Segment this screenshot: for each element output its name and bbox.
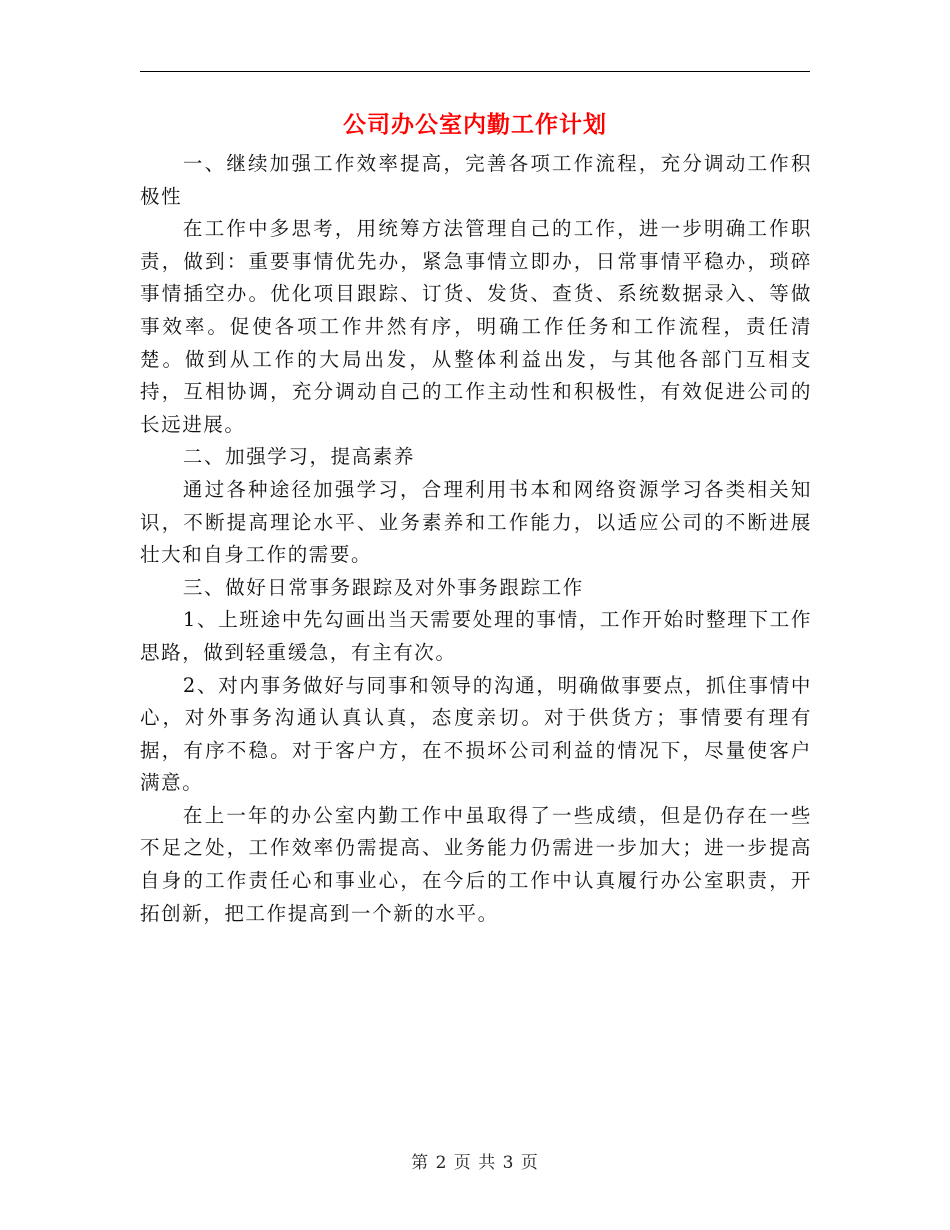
page-footer — [0, 1148, 950, 1173]
closing-paragraph: 在上一年的办公室内勤工作中虽取得了一些成绩，但是仍存在一些不足之处，工作效率仍需提高、业务能力仍需进一步加大；进一步提高自身的工作责任心和事业心，在今后的工作中认真履行办公室职责，开拓创新，把工作提高到一个新的水平。 — [140, 803, 812, 925]
body-paragraph-2: 通过各种途径加强学习，合理利用书本和网络资源学习各类相关知识，不断提高理论水平、业务素养和工作能力，以适应公司的不断进展壮大和自身工作的需要。 — [140, 477, 812, 567]
document-body — [140, 148, 812, 930]
page-label-suffix: 页 — [520, 1153, 539, 1173]
total-pages-number: 3 — [502, 1153, 515, 1173]
section-heading-3: 三、做好日常事务跟踪及对外事务跟踪工作 — [182, 575, 584, 599]
page-label-prefix: 第 — [411, 1153, 430, 1173]
header-rule — [140, 71, 810, 72]
list-item-1: 1、上班途中先勾画出当天需要处理的事情，工作开始时整理下工作思路，做到轻重缓急，有主有次。 — [140, 608, 812, 664]
page-label-mid: 页 共 — [453, 1153, 497, 1173]
section-heading-1: 一、继续加强工作效率提高，完善各项工作流程，充分调动工作积极性 — [140, 152, 812, 208]
document-title: 公司办公室内勤工作计划 — [343, 112, 607, 138]
section-heading-2: 二、加强学习，提高素养 — [182, 445, 415, 469]
body-paragraph-1: 在工作中多思考，用统筹方法管理自己的工作，进一步明确工作职责，做到：重要事情优先办，紧急事情立即办，日常事情平稳办，琐碎事情插空办。优化项目跟踪、订货、发货、查货、系统数据录入、等做事效率。促使各项工作井然有序，明确工作任务和工作流程，责任清楚。做到从工作的大局出发，从整体利益出发，与其他各部门互相支持，互相协调，充分调动自己的工作主动性和积极性，有效促进公司的长远进展。 — [140, 217, 812, 436]
current-page-number: 2 — [435, 1153, 448, 1173]
list-item-2: 2、对内事务做好与同事和领导的沟通，明确做事要点，抓住事情中心，对外事务沟通认真认真，态度亲切。对于供货方；事情要有理有据，有序不稳。对于客户方，在不损坏公司利益的情况下，尽量使客户满意。 — [140, 673, 812, 795]
